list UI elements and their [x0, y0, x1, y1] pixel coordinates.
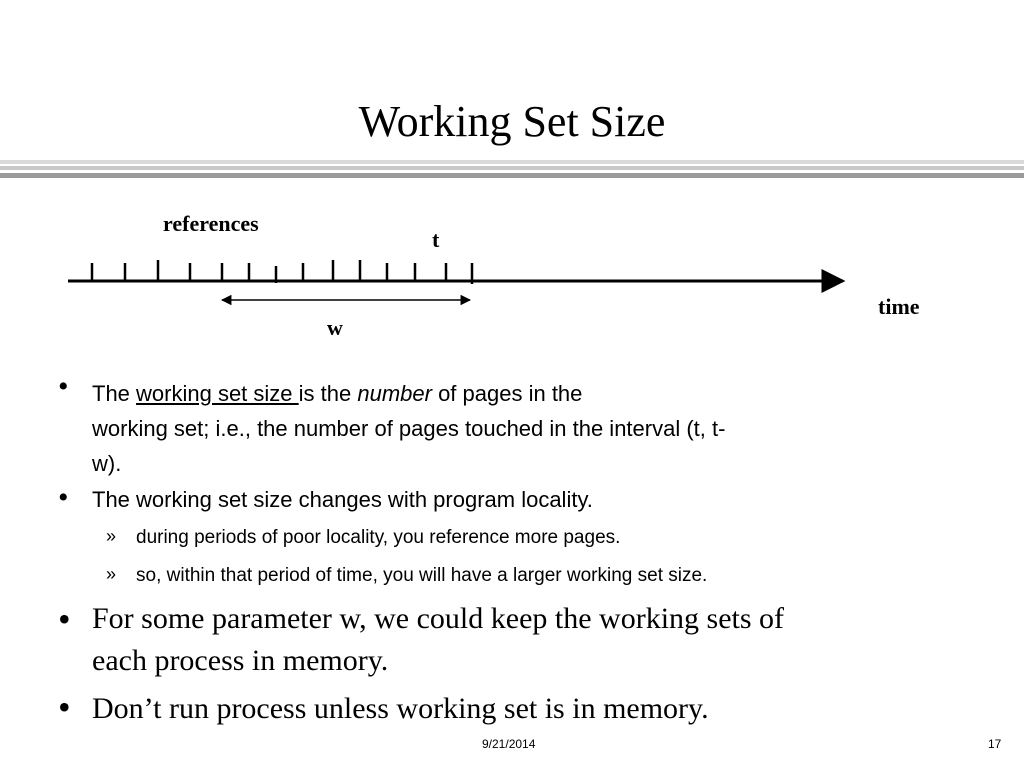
w-label: w: [327, 315, 343, 340]
bullet-3-line1: For some parameter w, we could keep the working sets of: [92, 602, 785, 635]
sub-bullet-marker: »: [106, 526, 117, 546]
bullet-2: The working set size changes with program locality.: [92, 487, 593, 512]
slide-title: Working Set Size: [358, 97, 666, 146]
bullet-dot: •: [58, 481, 69, 514]
sub-bullet-2: so, within that period of time, you will have a larger working set size.: [136, 565, 708, 586]
bullet-1: [92, 376, 725, 481]
bullet-1-post: of pages in the: [431, 381, 583, 406]
bullet-4: Don’t run process unless working set is in memory.: [92, 692, 709, 725]
bullet-1-line3: w).: [92, 451, 122, 476]
sub-bullet-marker: »: [106, 564, 117, 584]
time-label: time: [878, 294, 920, 319]
bullet-3: [92, 598, 784, 682]
footer-date: 9/21/2014: [482, 737, 536, 751]
sub-bullet-1: during periods of poor locality, you reference more pages.: [136, 527, 621, 548]
page-number: 17: [988, 737, 1002, 751]
bullet-dot: •: [58, 599, 71, 639]
bullet-dot: •: [58, 687, 71, 727]
bullet-1-mid: is the: [298, 381, 358, 406]
bullet-dot: •: [58, 370, 69, 403]
bullet-1-emphasis: number: [357, 381, 432, 406]
references-label: references: [163, 211, 259, 236]
working-set-diagram: [0, 0, 1024, 360]
bullet-1-pre: The: [92, 381, 137, 406]
bullet-3-line2: each process in memory.: [92, 644, 389, 677]
bullet-1-term: working set size: [136, 381, 299, 406]
t-label: t: [432, 227, 440, 252]
bullet-1-line2: working set; i.e., the number of pages touched in the interval (t, t-: [92, 416, 726, 441]
